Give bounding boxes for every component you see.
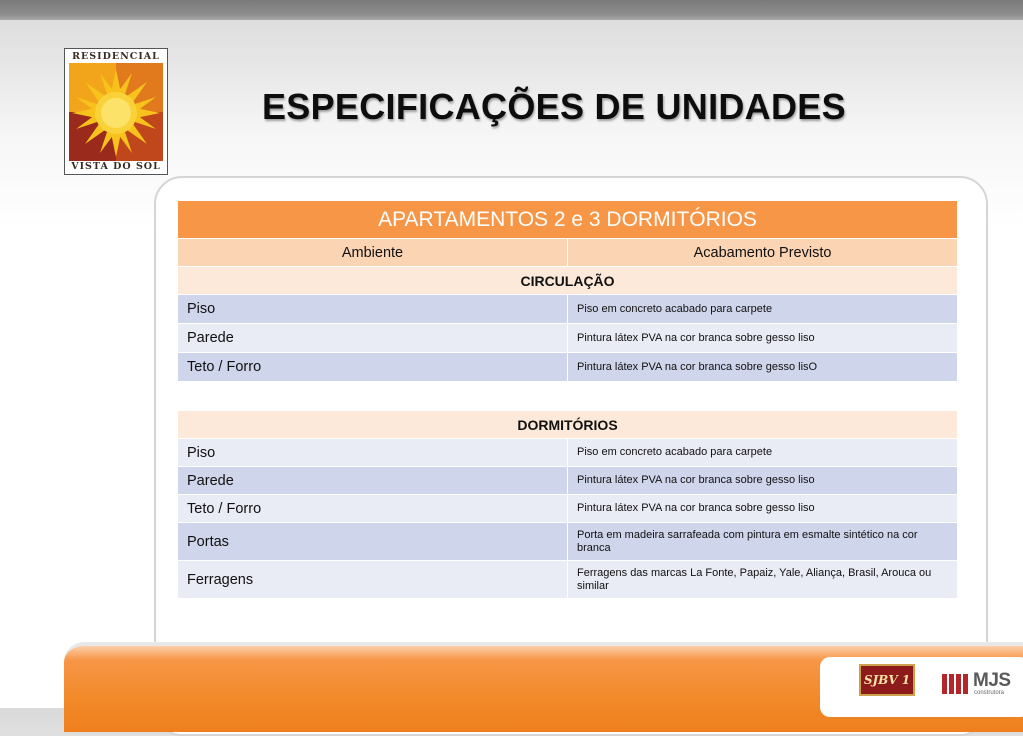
table-row [178,495,958,523]
main-header: APARTAMENTOS 2 e 3 DORMITÓRIOS [178,201,958,239]
logo-bottom-text: VISTA DO SOL [71,161,161,172]
mjs-wordmark: MJS [973,670,1011,691]
acabamento-cell: Pintura látex PVA na cor branca sobre gesso liso [568,467,958,495]
column-header-ambiente: Ambiente [178,239,568,267]
section-title-dormitorios: DORMITÓRIOS [178,411,958,439]
logo-top-text: RESIDENCIAL [72,51,160,62]
ambiente-cell: Ferragens [178,561,568,599]
section-title-circulacao: CIRCULAÇÃO [178,267,958,295]
ambiente-cell: Teto / Forro [178,353,568,382]
acabamento-cell: Pintura látex PVA na cor branca sobre gesso liso [568,495,958,523]
table-row [178,295,958,324]
top-bar [0,0,1023,20]
ambiente-cell: Portas [178,523,568,561]
table-row [178,523,958,561]
ambiente-cell: Piso [178,439,568,467]
circulacao-table [177,200,958,382]
table-row [178,353,958,382]
acabamento-cell: Porta em madeira sarrafeada com pintura em esmalte sintético na cor branca [568,523,958,561]
table-row [178,439,958,467]
acabamento-cell: Piso em concreto acabado para carpete [568,295,958,324]
ambiente-cell: Piso [178,295,568,324]
section-header-row [178,411,958,439]
table-row [178,467,958,495]
column-header-row [178,239,958,267]
acabamento-cell: Piso em concreto acabado para carpete [568,439,958,467]
sjbv-logo: SJBV 1 [859,664,915,696]
column-header-acabamento: Acabamento Previsto [568,239,958,267]
page-title: ESPECIFICAÇÕES DE UNIDADES [262,86,846,127]
table-row [178,324,958,353]
acabamento-cell: Ferragens das marcas La Fonte, Papaiz, Yale, Aliança, Brasil, Arouca ou similar [568,561,958,599]
acabamento-cell: Pintura látex PVA na cor branca sobre gesso lisO [568,353,958,382]
residencial-vista-do-sol-logo [64,48,168,175]
mjs-subtitle: construtora [974,690,1005,696]
acabamento-cell: Pintura látex PVA na cor branca sobre gesso liso [568,324,958,353]
ambiente-cell: Teto / Forro [178,495,568,523]
sun-logo-icon [69,63,163,161]
ambiente-cell: Parede [178,324,568,353]
main-header-row [178,201,958,239]
section-header-row [178,267,958,295]
dormitorios-table [177,410,958,599]
ambiente-cell: Parede [178,467,568,495]
table-row [178,561,958,599]
